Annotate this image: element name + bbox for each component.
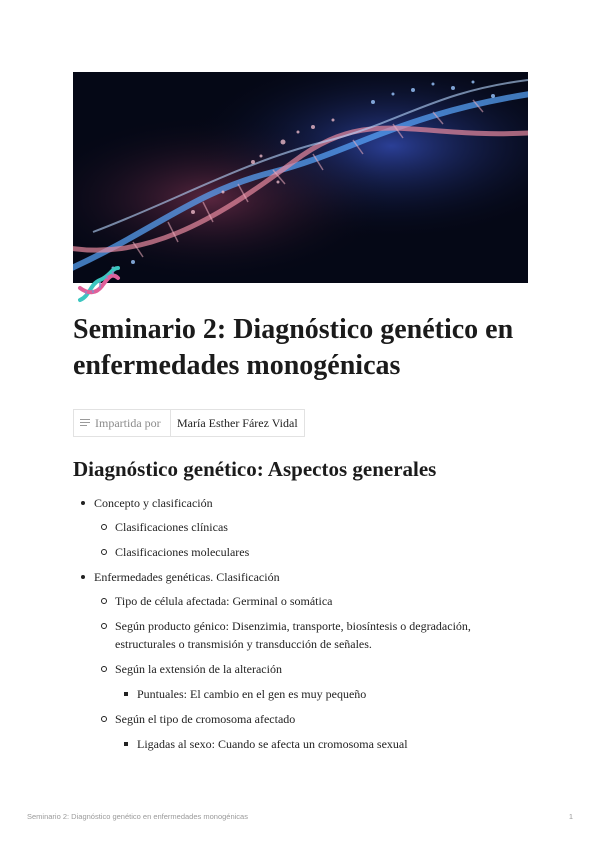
list-item: Según producto génico: Disenzimia, transporte, biosíntesis o degradación, estructurales o transmisión y transducción de señales. [94,617,533,653]
page-footer [27,812,573,821]
cover-image [73,72,528,283]
list-item: Enfermedades genéticas. Clasificación Tipo de célula afectada: Germinal o somática Según producto génico: Disenzimia, transporte, biosíntesis o degradación, estructurales o transmisión y transducción de señales. Según la extensión de la alteración Puntuales: El cambio en el gen es muy pequeño Según el tipo de cromosoma afectado Ligadas al sexo: Cuando se afecta un cromosoma sexual [73,568,533,753]
list-item: Según el tipo de cromosoma afectado Ligadas al sexo: Cuando se afecta un cromosoma sexual [94,710,533,753]
outline [73,488,533,760]
page-number: 1 [568,812,573,821]
list-item: Clasificaciones clínicas [94,518,533,536]
dna-icon [76,264,122,304]
section-heading: Diagnóstico genético: Aspectos generales [73,457,437,481]
list-item: Clasificaciones moleculares [94,543,533,561]
list-item: Puntuales: El cambio en el gen es muy pequeño [115,685,533,703]
text-lines-icon [80,416,90,431]
page-title: Seminario 2: Diagnóstico genético en enfermedades monogénicas [73,314,514,381]
property-key [74,410,171,436]
property-row-impartida-por[interactable] [73,409,305,437]
list-item: Concepto y clasificación Clasificaciones clínicas Clasificaciones moleculares [73,494,533,561]
list-item: Tipo de célula afectada: Germinal o somática [94,592,533,610]
dna-helix-cover-image [73,72,528,283]
list-item: Ligadas al sexo: Cuando se afecta un cromosoma sexual [115,735,533,753]
list-item: Según la extensión de la alteración Puntuales: El cambio en el gen es muy pequeño [94,660,533,703]
property-value[interactable]: María Esther Fárez Vidal [177,415,298,430]
footer-title: Seminario 2: Diagnóstico genético en enfermedades monogénicas [27,812,248,821]
property-key-label: Impartida por [95,415,161,430]
